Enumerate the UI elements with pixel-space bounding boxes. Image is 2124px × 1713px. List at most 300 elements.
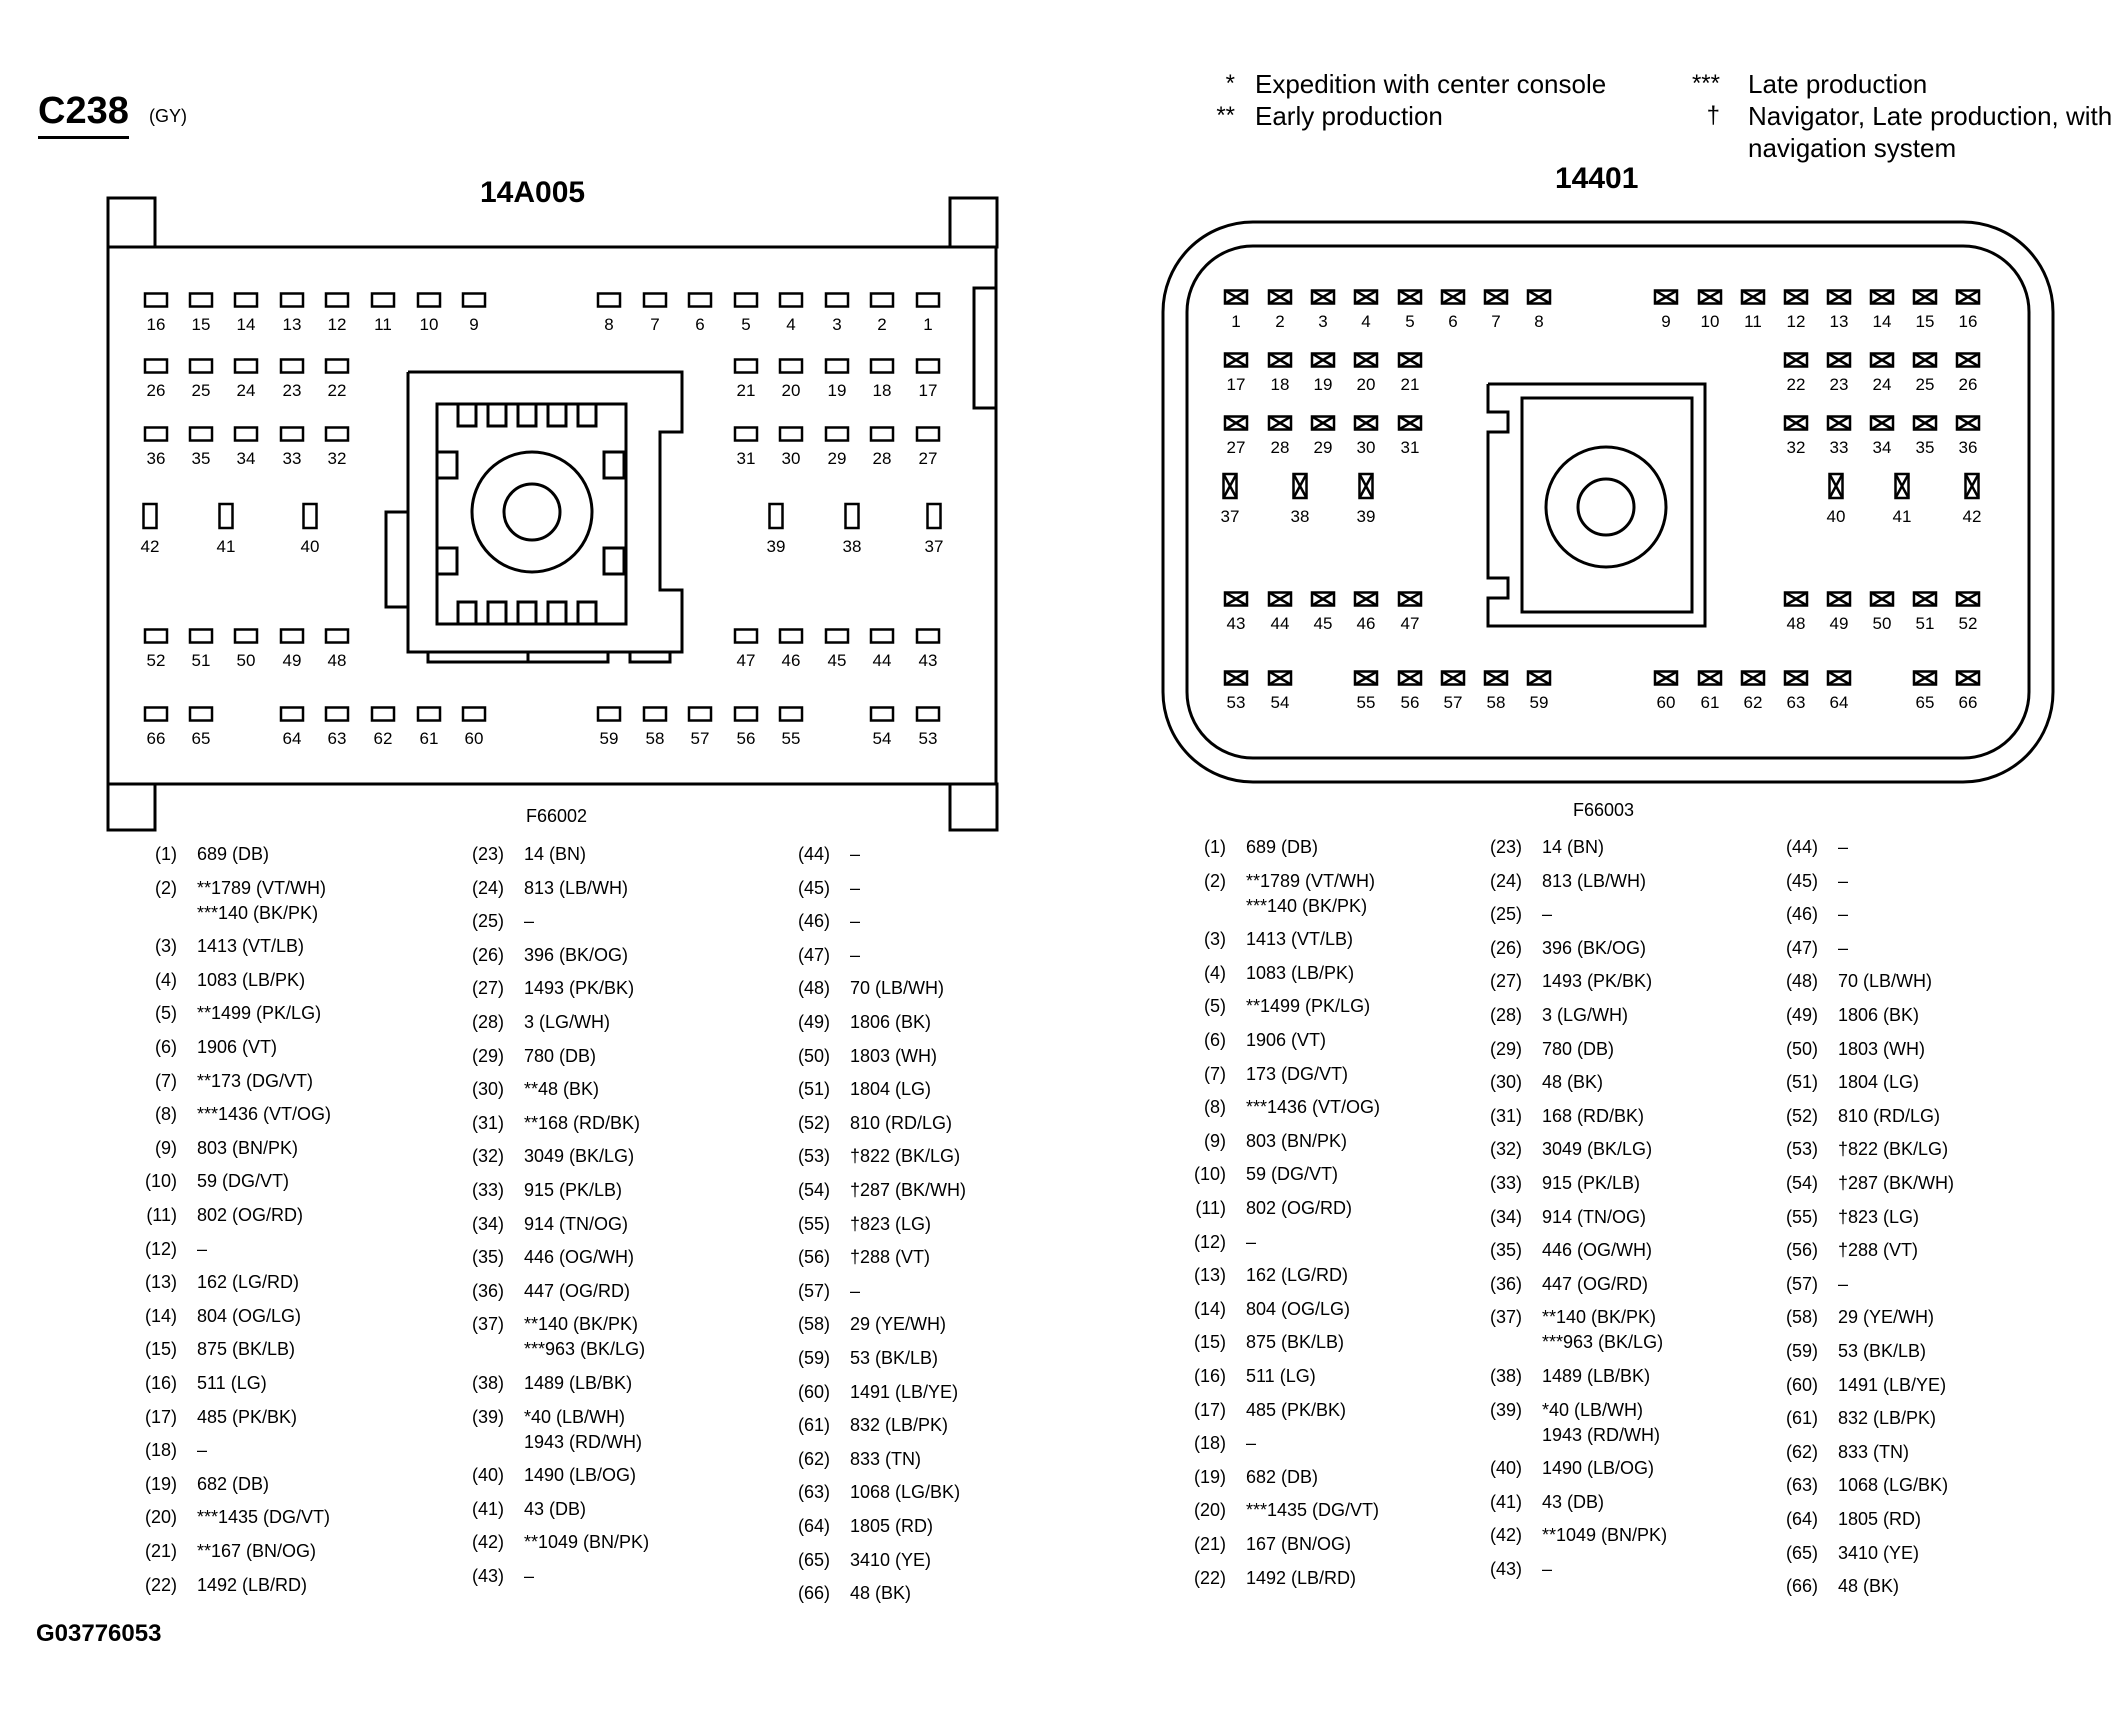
pin-3 [1312, 291, 1334, 332]
pinout-row [1776, 1070, 1919, 1095]
pin-52 [145, 630, 167, 671]
svg-text:37: 37 [1220, 507, 1240, 526]
pinout-row [1184, 835, 1318, 860]
svg-text:34: 34 [1872, 438, 1892, 457]
pin-63 [326, 708, 348, 749]
svg-text:62: 62 [373, 729, 393, 748]
circuit-wire: – [524, 911, 535, 932]
svg-text:12: 12 [1786, 312, 1806, 331]
pinout-row [462, 876, 628, 901]
svg-text:56: 56 [1400, 693, 1420, 712]
pinout-row [1480, 1364, 1650, 1389]
circuit-wire: – [524, 1566, 535, 1586]
circuit-wire: 914 (TN/OG) [524, 1213, 629, 1234]
pin-number: (61) [797, 1415, 830, 1436]
circuit-wire: 915 (PK/LB) [524, 1180, 623, 1200]
pin-10 [1699, 291, 1721, 332]
circuit-wire: 3049 (BK/LG) [524, 1146, 635, 1167]
circuit-wire: 53 (BK/LB) [850, 1348, 939, 1368]
pin-32 [1785, 417, 1807, 458]
circuit-wire: – [1838, 837, 1849, 857]
pin-57 [1442, 672, 1464, 713]
pin-38 [843, 504, 862, 556]
pin-51 [1914, 593, 1936, 634]
pin-18 [1269, 354, 1291, 395]
svg-text:50: 50 [236, 651, 256, 670]
circuit-wire: 914 (TN/OG) [1542, 1206, 1647, 1227]
pinout-row [1776, 1574, 1899, 1599]
circuit-wire: 1068 (LG/BK) [850, 1482, 961, 1503]
svg-text:35: 35 [191, 449, 211, 468]
pinout-row [788, 1413, 948, 1438]
right-connector-part-number: 14401 [1555, 162, 1639, 195]
circuit-wire: *40 (LB/WH) 1943 (RD/WH) [524, 1406, 643, 1452]
pin-22 [1785, 354, 1807, 395]
circuit-wire: 689 (DB) [1246, 837, 1319, 857]
circuit-wire: **140 (BK/PK) ***963 (BK/LG) [1542, 1307, 1664, 1353]
pinout-row [135, 1270, 299, 1295]
pinout-row [1480, 1305, 1663, 1355]
svg-text:20: 20 [781, 381, 801, 400]
pin-number: (39) [471, 1406, 504, 1427]
pin-number: (62) [1785, 1441, 1818, 1462]
pinout-row [788, 1514, 933, 1539]
circuit-wire: 59 (DG/VT) [1246, 1164, 1339, 1185]
pin-2 [871, 294, 893, 335]
circuit-wire: 447 (OG/RD) [524, 1280, 631, 1301]
svg-text:9: 9 [1661, 312, 1671, 331]
pinout-row [462, 1245, 634, 1270]
circuit-wire: 1083 (LB/PK) [197, 969, 306, 990]
pin-number: (53) [797, 1146, 830, 1167]
pin-53 [917, 708, 939, 749]
pin-59 [1528, 672, 1550, 713]
pin-number: (27) [1489, 971, 1522, 992]
circuit-wire: – [1542, 1559, 1553, 1579]
pin-2 [1269, 291, 1291, 332]
svg-text:48: 48 [327, 651, 347, 670]
svg-text:57: 57 [1443, 693, 1463, 712]
circuit-wire: 1413 (VT/LB) [197, 936, 305, 957]
pin-59 [598, 708, 620, 749]
pin-number: (48) [1785, 971, 1818, 992]
svg-text:64: 64 [282, 729, 302, 748]
svg-text:14: 14 [236, 315, 256, 334]
pin-6 [689, 294, 711, 335]
pin-number: (21) [144, 1541, 177, 1561]
circuit-wire: **1789 (VT/WH) ***140 (BK/PK) [197, 877, 327, 923]
svg-text:22: 22 [327, 381, 347, 400]
pinout-row [1480, 869, 1646, 894]
pinout-row [135, 1438, 207, 1463]
pin-39 [1357, 474, 1376, 526]
pin-number: (24) [1489, 870, 1522, 891]
svg-text:40: 40 [1826, 507, 1846, 526]
pin-number: (51) [797, 1079, 830, 1100]
pin-number: (38) [1489, 1366, 1522, 1386]
svg-text:54: 54 [1270, 693, 1290, 712]
pinout-row [1184, 1364, 1316, 1389]
circuit-wire: 1804 (LG) [1838, 1072, 1920, 1093]
circuit-wire: 1083 (LB/PK) [1246, 962, 1355, 983]
circuit-wire: 1491 (LB/YE) [850, 1381, 959, 1402]
pin-49 [281, 630, 303, 671]
pin-23 [281, 360, 303, 401]
pin-number: (49) [797, 1012, 830, 1032]
pin-number: (49) [1785, 1005, 1818, 1025]
circuit-wire: 804 (OG/LG) [197, 1305, 302, 1326]
svg-text:56: 56 [736, 729, 756, 748]
pin-number: (40) [471, 1465, 504, 1486]
circuit-wire: 53 (BK/LB) [1838, 1341, 1927, 1361]
pinout-row [1184, 1062, 1348, 1087]
svg-text:34: 34 [236, 449, 256, 468]
circuit-wire: 162 (LG/RD) [197, 1272, 300, 1293]
circuit-wire: ***1435 (DG/VT) [197, 1507, 331, 1528]
circuit-wire: 3049 (BK/LG) [1542, 1139, 1653, 1160]
circuit-wire: – [1838, 904, 1849, 925]
pinout-row [788, 876, 860, 901]
svg-text:19: 19 [827, 381, 847, 400]
pin-50 [1871, 593, 1893, 634]
pin-47 [735, 630, 757, 671]
pinout-row [462, 976, 634, 1001]
pin-number: (58) [797, 1314, 830, 1335]
pin-number: (62) [797, 1448, 830, 1469]
circuit-wire: – [1246, 1231, 1257, 1252]
pinout-row [1776, 969, 1932, 994]
pin-24 [235, 360, 257, 401]
pin-17 [917, 360, 939, 401]
pin-30 [780, 428, 802, 469]
circuit-wire: ***1436 (VT/OG) [197, 1104, 332, 1125]
pin-13 [1828, 291, 1850, 332]
circuit-wire: 1491 (LB/YE) [1838, 1374, 1947, 1395]
pinout-row [788, 1312, 946, 1337]
circuit-wire: 59 (DG/VT) [197, 1171, 290, 1192]
circuit-wire: 1906 (VT) [197, 1037, 278, 1057]
pinout-row [1480, 1137, 1652, 1162]
pin-number: (15) [144, 1339, 177, 1360]
circuit-wire: 1493 (PK/BK) [1542, 971, 1653, 992]
svg-text:52: 52 [1958, 614, 1978, 633]
pin-5 [1399, 291, 1421, 332]
svg-text:21: 21 [736, 381, 756, 400]
svg-text:28: 28 [1270, 438, 1290, 457]
pin-number: (10) [1193, 1164, 1226, 1185]
svg-text:31: 31 [1400, 438, 1420, 457]
pinout-row [1480, 1104, 1644, 1129]
svg-text:63: 63 [327, 729, 347, 748]
pin-46 [780, 630, 802, 671]
pin-number: (9) [155, 1137, 177, 1158]
circuit-wire: **140 (BK/PK) ***963 (BK/LG) [524, 1314, 646, 1360]
pinout-row [462, 1212, 628, 1237]
circuit-wire: 810 (RD/LG) [850, 1112, 953, 1133]
pinout-row [1480, 902, 1552, 927]
pin-38 [1291, 474, 1310, 526]
pin-66 [145, 708, 167, 749]
circuit-wire: – [850, 944, 861, 965]
pin-12 [326, 294, 348, 335]
pin-50 [235, 630, 257, 671]
svg-text:18: 18 [872, 381, 892, 400]
pin-number: (27) [471, 978, 504, 999]
pinout-row [1480, 1456, 1654, 1481]
pinout-row [1184, 927, 1353, 952]
circuit-wire: 29 (YE/WH) [1838, 1307, 1935, 1328]
circuit-wire: 780 (DB) [1542, 1038, 1615, 1059]
pin-number: (17) [144, 1406, 177, 1427]
pin-35 [190, 428, 212, 469]
pin-number: (29) [471, 1045, 504, 1066]
pinout-row [1776, 1406, 1936, 1431]
pinout-row [1776, 1003, 1919, 1028]
circuit-wire: 1492 (LB/RD) [1246, 1567, 1357, 1588]
pinout-row [462, 1312, 645, 1362]
svg-text:25: 25 [1915, 375, 1935, 394]
circuit-wire: 167 (BN/OG) [1246, 1534, 1352, 1554]
pin-60 [463, 708, 485, 749]
circuit-wire: 875 (BK/LB) [1246, 1332, 1345, 1353]
pinout-row [1480, 936, 1646, 961]
pin-number: (8) [155, 1104, 177, 1125]
svg-text:22: 22 [1786, 375, 1806, 394]
circuit-wire: 3410 (YE) [850, 1549, 932, 1570]
pin-34 [1871, 417, 1893, 458]
svg-text:18: 18 [1270, 375, 1290, 394]
pin-number: (57) [797, 1280, 830, 1301]
svg-text:64: 64 [1829, 693, 1849, 712]
pin-44 [871, 630, 893, 671]
circuit-wire: 162 (LG/RD) [1246, 1265, 1349, 1286]
pinout-row [1776, 1339, 1926, 1364]
pin-number: (21) [1193, 1534, 1226, 1554]
pin-number: (25) [1489, 904, 1522, 925]
svg-text:2: 2 [877, 315, 887, 334]
circuit-wire: †287 (BK/WH) [1838, 1173, 1955, 1193]
circuit-wire: 832 (LB/PK) [1838, 1408, 1937, 1429]
pinout-row [462, 1111, 640, 1136]
pinout-row [1184, 994, 1370, 1019]
svg-text:59: 59 [599, 729, 619, 748]
svg-text:38: 38 [842, 537, 862, 556]
svg-text:15: 15 [191, 315, 211, 334]
pinout-row [135, 1035, 277, 1060]
circuit-wire: †287 (BK/WH) [850, 1180, 967, 1200]
pinout-row [1480, 969, 1652, 994]
pinout-row [1776, 1440, 1909, 1465]
pin-41 [217, 504, 236, 556]
pin-12 [1785, 291, 1807, 332]
svg-text:4: 4 [786, 315, 796, 334]
circuit-wire: 802 (OG/RD) [1246, 1198, 1353, 1218]
circuit-wire: 43 (DB) [1542, 1491, 1605, 1512]
circuit-wire: †823 (LG) [1838, 1206, 1920, 1227]
svg-text:49: 49 [1829, 614, 1849, 633]
pinout-row [1184, 1297, 1350, 1322]
pin-14 [1871, 291, 1893, 332]
svg-text:7: 7 [1491, 312, 1501, 331]
pin-number: (45) [797, 877, 830, 898]
pinout-row [1184, 1330, 1344, 1355]
svg-text:44: 44 [1270, 614, 1290, 633]
svg-text:6: 6 [1448, 312, 1458, 331]
svg-text:52: 52 [146, 651, 166, 670]
pin-32 [326, 428, 348, 469]
pinout-row [1480, 1272, 1648, 1297]
svg-text:53: 53 [918, 729, 938, 748]
pin-number: (33) [1489, 1173, 1522, 1193]
pin-number: (14) [144, 1305, 177, 1326]
pin-44 [1269, 593, 1291, 634]
right-figure-id: F66003 [1573, 800, 1635, 820]
circuit-wire: †288 (VT) [850, 1247, 931, 1268]
pinout-row [788, 1111, 952, 1136]
circuit-wire: 833 (TN) [1838, 1441, 1910, 1462]
svg-text:30: 30 [781, 449, 801, 468]
pin-15 [1914, 291, 1936, 332]
pin-25 [1914, 354, 1936, 395]
pin-number: (52) [797, 1112, 830, 1133]
legend-mark: ** [1216, 102, 1235, 129]
pin-21 [735, 360, 757, 401]
pin-36 [1957, 417, 1979, 458]
svg-text:66: 66 [146, 729, 166, 748]
pin-61 [418, 708, 440, 749]
svg-text:28: 28 [872, 449, 892, 468]
pin-31 [1399, 417, 1421, 458]
pinout-row [135, 1539, 316, 1564]
pinout-row [1184, 1398, 1346, 1423]
pinout-row [788, 1144, 960, 1169]
pin-43 [1225, 593, 1247, 634]
pinout-row [135, 1405, 297, 1430]
pinout-row [462, 1564, 534, 1589]
pinout-row [1776, 1205, 1919, 1230]
pinout-row [1776, 1507, 1921, 1532]
pin-54 [871, 708, 893, 749]
pinout-row [1776, 1137, 1948, 1162]
pin-number: (7) [1204, 1063, 1226, 1084]
pin-26 [1957, 354, 1979, 395]
pinout-row [135, 876, 326, 926]
circuit-wire: 1805 (RD) [1838, 1509, 1922, 1529]
circuit-wire: – [850, 844, 861, 864]
legend-mark: *** [1691, 70, 1720, 97]
pinout-row [462, 1530, 649, 1555]
pin-21 [1399, 354, 1421, 395]
pinout-row [135, 1337, 295, 1362]
circuit-wire: 48 (BK) [1838, 1576, 1900, 1597]
svg-text:19: 19 [1313, 375, 1333, 394]
pinout-row [462, 1497, 586, 1522]
svg-text:65: 65 [1915, 693, 1935, 712]
pin-63 [1785, 672, 1807, 713]
pin-number: (18) [1193, 1433, 1226, 1454]
svg-text:13: 13 [282, 315, 302, 334]
pinout-row [462, 1371, 632, 1396]
pin-16 [1957, 291, 1979, 332]
svg-text:43: 43 [918, 651, 938, 670]
pin-number: (32) [471, 1146, 504, 1167]
pin-number: (39) [1489, 1399, 1522, 1420]
svg-text:65: 65 [191, 729, 211, 748]
circuit-wire: 804 (OG/LG) [1246, 1298, 1351, 1319]
pinout-row [1480, 1205, 1646, 1230]
pin-number: (64) [1785, 1509, 1818, 1529]
pinout-row [1480, 1037, 1614, 1062]
pin-number: (54) [1785, 1173, 1818, 1193]
pin-number: (1) [1204, 837, 1226, 857]
svg-text:42: 42 [1962, 507, 1982, 526]
circuit-wire: 803 (BN/PK) [1246, 1130, 1348, 1151]
pinout-row [135, 1304, 301, 1329]
pin-53 [1225, 672, 1247, 713]
pin-58 [644, 708, 666, 749]
pin-35 [1914, 417, 1936, 458]
pin-4 [1355, 291, 1377, 332]
pinout-row [1480, 1171, 1640, 1196]
pin-number: (48) [797, 978, 830, 999]
pin-27 [1225, 417, 1247, 458]
pinout-row [462, 1279, 630, 1304]
svg-text:61: 61 [1700, 693, 1720, 712]
pinout-row [1776, 1541, 1919, 1566]
pin-11 [1742, 291, 1764, 332]
pin-42 [1963, 474, 1982, 526]
svg-text:51: 51 [1915, 614, 1935, 633]
pin-4 [780, 294, 802, 335]
pin-number: (55) [797, 1213, 830, 1234]
pin-29 [826, 428, 848, 469]
circuit-wire: 485 (PK/BK) [197, 1406, 298, 1427]
svg-text:53: 53 [1226, 693, 1246, 712]
pinout-row [462, 943, 628, 968]
circuit-wire: **168 (RD/BK) [524, 1112, 641, 1133]
svg-text:63: 63 [1786, 693, 1806, 712]
circuit-wire: 70 (LB/WH) [1838, 971, 1933, 992]
circuit-wire: †288 (VT) [1838, 1240, 1919, 1261]
pin-20 [780, 360, 802, 401]
circuit-wire: **1789 (VT/WH) ***140 (BK/PK) [1246, 870, 1376, 916]
pin-49 [1828, 593, 1850, 634]
circuit-wire: – [1246, 1433, 1257, 1454]
pin-number: (42) [1489, 1525, 1522, 1546]
pinout-row [788, 943, 860, 968]
svg-text:13: 13 [1829, 312, 1849, 331]
circuit-wire: – [850, 877, 861, 898]
svg-text:14: 14 [1872, 312, 1892, 331]
svg-text:7: 7 [650, 315, 660, 334]
pin-8 [1528, 291, 1550, 332]
pinout-row [1776, 1171, 1954, 1196]
pinout-row [135, 1573, 307, 1598]
pinout-row [1776, 1037, 1925, 1062]
pinout-row [135, 1371, 267, 1396]
pinout-row [788, 1548, 931, 1573]
pin-45 [826, 630, 848, 671]
pin-number: (25) [471, 911, 504, 932]
pin-number: (43) [1489, 1559, 1522, 1579]
pin-57 [689, 708, 711, 749]
svg-text:49: 49 [282, 651, 302, 670]
pin-number: (19) [1193, 1466, 1226, 1487]
circuit-wire: **1049 (BN/PK) [524, 1532, 650, 1553]
pin-number: (29) [1489, 1038, 1522, 1059]
circuit-wire: 1492 (LB/RD) [197, 1574, 308, 1595]
pinout-row [462, 1044, 596, 1069]
